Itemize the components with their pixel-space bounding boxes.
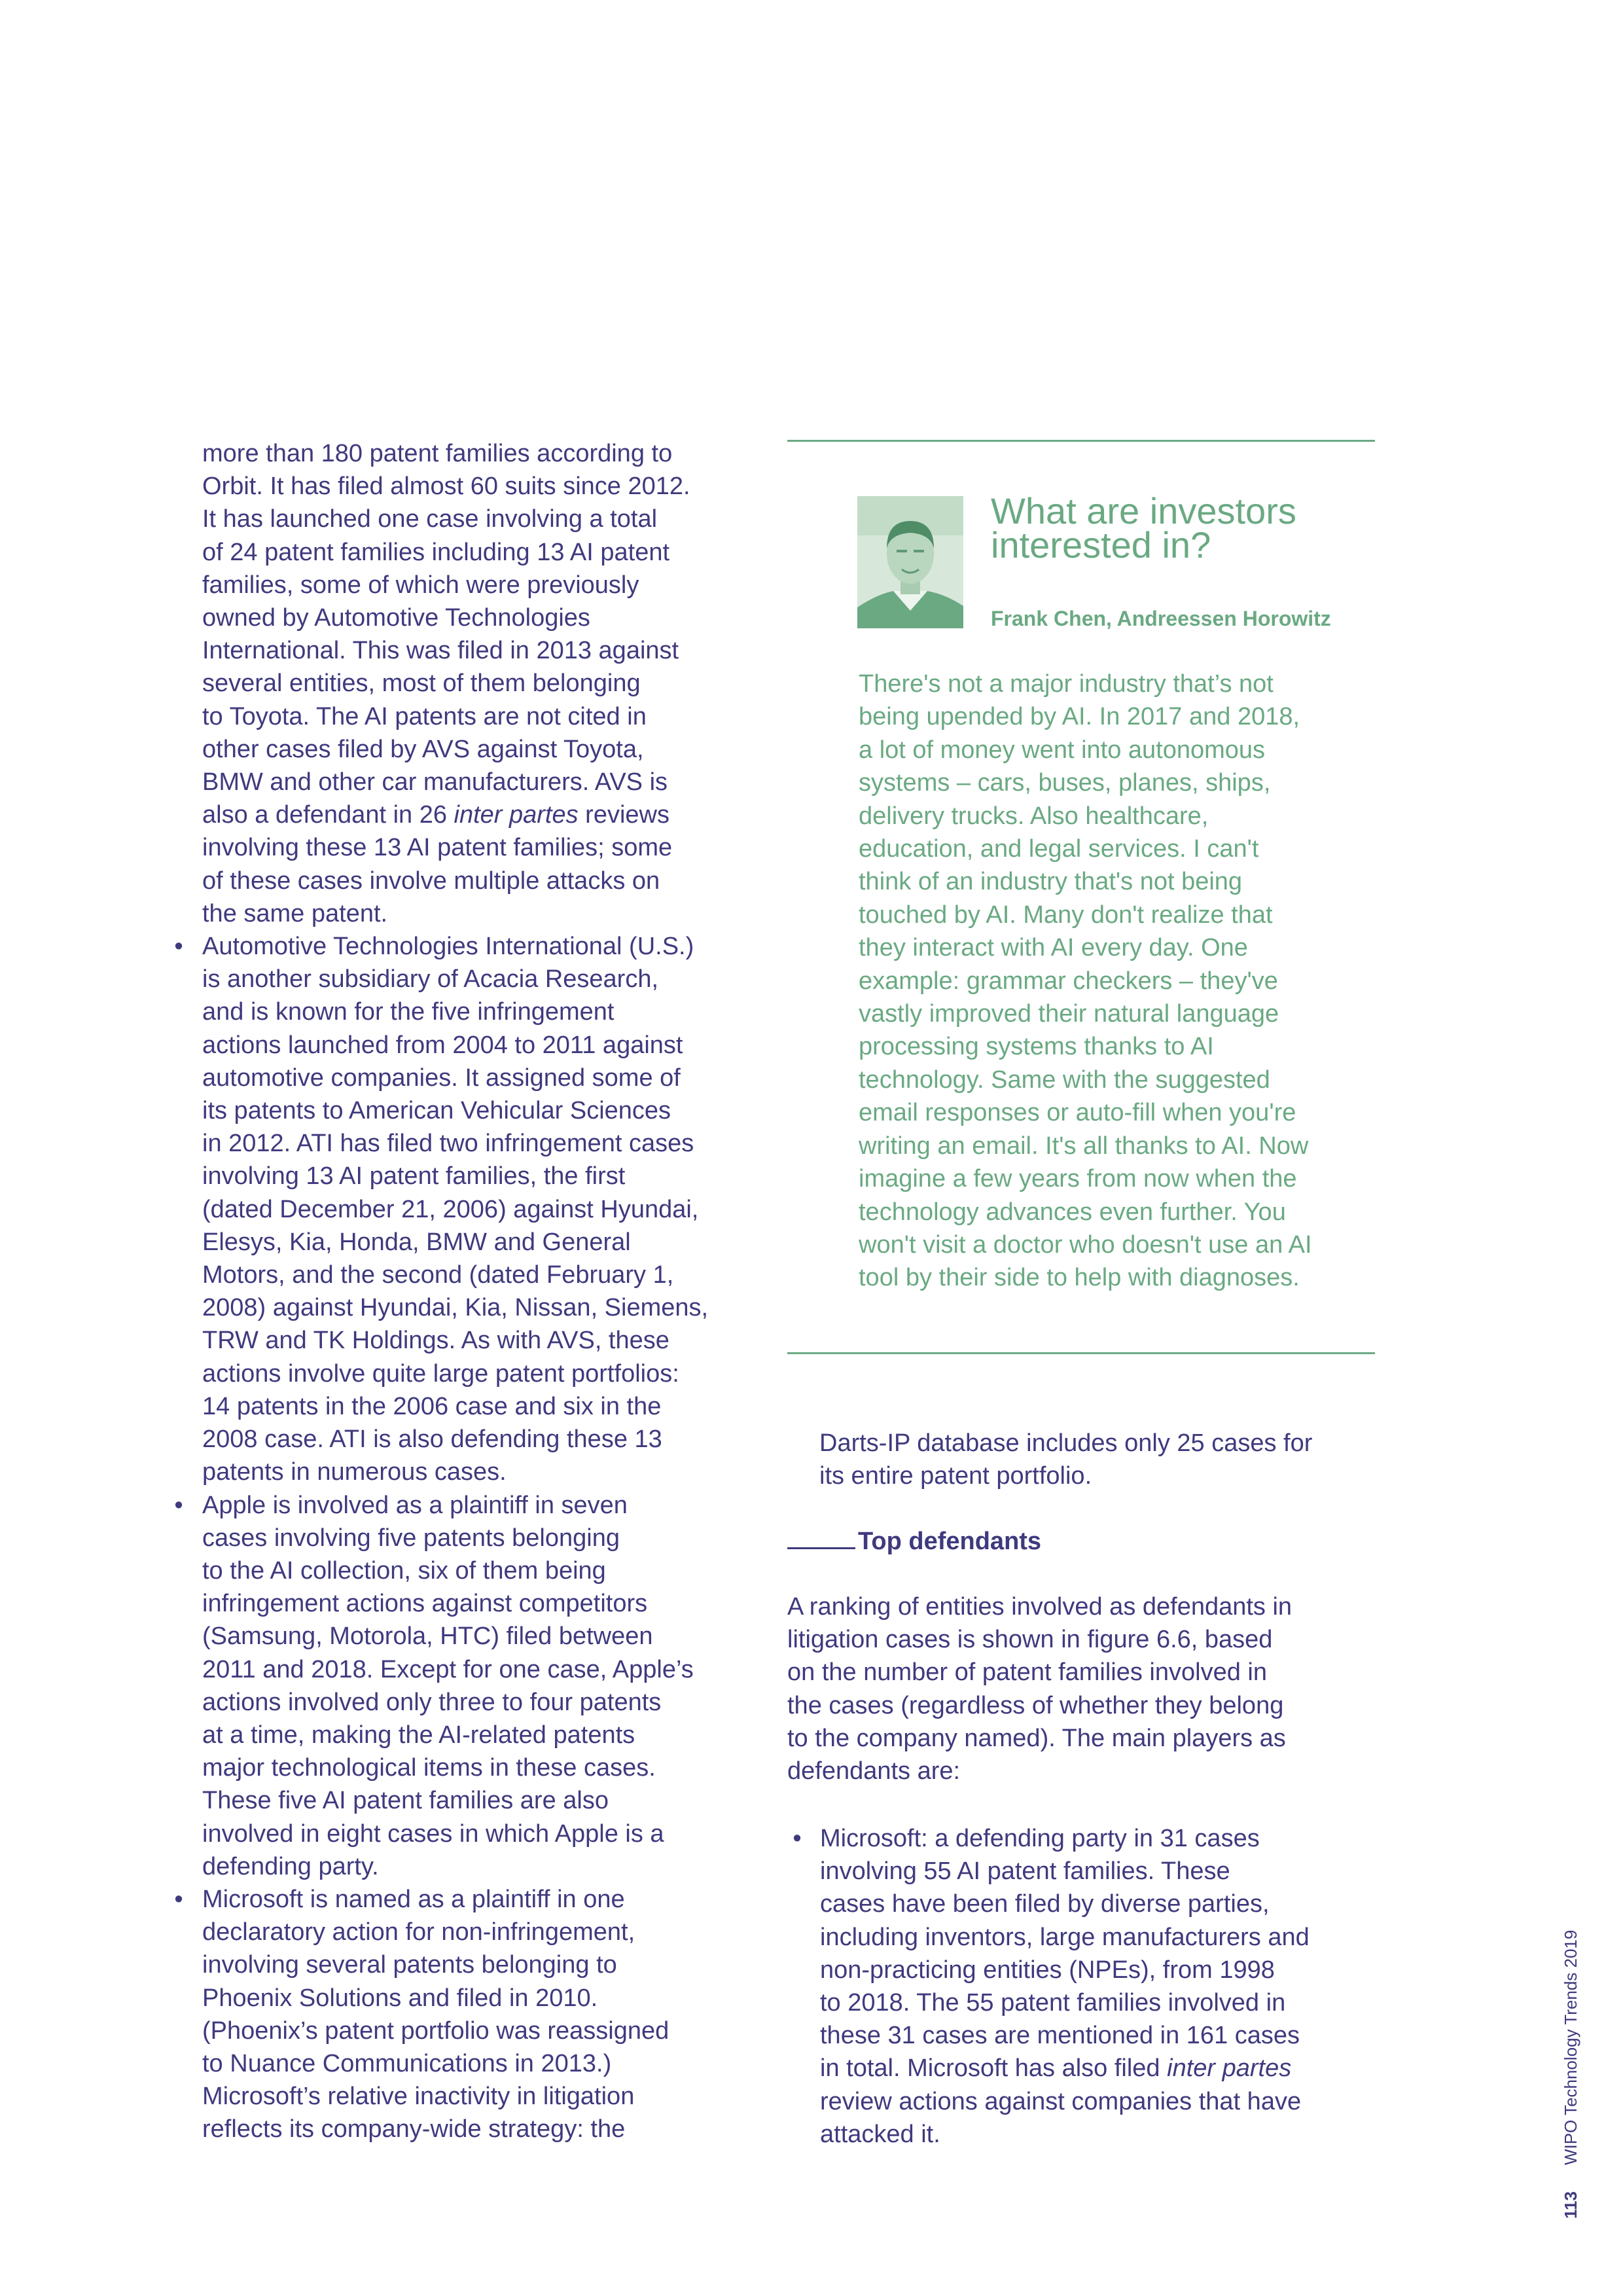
bullet-marker: • [793, 1825, 802, 1852]
publication-title: WIPO Technology Trends 2019 [1561, 1929, 1580, 2166]
intro-paragraph [202, 437, 769, 930]
text-line: TRW and TK Holdings. As with AVS, these [202, 1327, 669, 1355]
text-line [820, 2052, 1376, 2085]
text-line: Elesys, Kia, Honda, BMW and General [202, 1228, 631, 1256]
quote-line: technology advances even further. You [859, 1198, 1286, 1226]
continuation-paragraph [819, 1427, 1382, 1492]
bullet-marker: • [174, 1885, 183, 1913]
text-line: reflects its company-wide strategy: the [202, 2115, 626, 2144]
left-column [167, 437, 769, 2146]
text-line: involving 55 AI patent families. These [820, 1857, 1230, 1886]
text-line: defending party. [202, 1852, 379, 1880]
quote-line: email responses or auto-fill when you're [859, 1099, 1296, 1127]
text-line [202, 798, 769, 831]
text-line: involving these 13 AI patent families; some [202, 834, 673, 862]
text-line: actions involve quite large patent portfolios: [202, 1359, 679, 1388]
text-line: Phoenix Solutions and filed in 2010. [202, 1984, 598, 2012]
quote-line: they interact with AI every day. One [859, 934, 1248, 962]
text-line: These five AI patent families are also [202, 1787, 609, 1815]
quote-line: example: grammar checkers – they've [859, 967, 1278, 995]
author-photo [857, 496, 963, 628]
text-line: 2011 and 2018. Except for one case, Apple’s [202, 1655, 694, 1683]
text-line: of 24 patent families including 13 AI patent [202, 538, 670, 566]
text-line: Microsoft’s relative inactivity in litigation [202, 2083, 635, 2111]
text-line: the cases (regardless of whether they belong [787, 1691, 1284, 1719]
page-footer [1561, 1930, 1580, 2219]
bullet-list [787, 1822, 1376, 2151]
text-line: Automotive Technologies International (U.S.) [202, 933, 694, 961]
heading-rule [787, 1547, 855, 1549]
list-item [167, 1883, 769, 2146]
text-line: on the number of patent families involved in [787, 1659, 1267, 1687]
quote-line: There's not a major industry that’s not [859, 670, 1274, 698]
quote-line: education, and legal services. I can't [859, 835, 1259, 863]
quote-box-title [991, 490, 1357, 565]
text-line: families, some of which were previously [202, 571, 639, 599]
text-line: (dated December 21, 2006) against Hyundai, [202, 1195, 699, 1223]
text-line: declaratory action for non-infringement, [202, 1918, 635, 1946]
text-line: cases have been filed by diverse parties, [820, 1890, 1270, 1918]
list-item [787, 1822, 1376, 2151]
text-run: in total. Microsoft has also filed [820, 2054, 1168, 2083]
quote-line: touched by AI. Many don't realize that [859, 901, 1273, 929]
text-line: other cases filed by AVS against Toyota, [202, 735, 644, 763]
text-line: of these cases involve multiple attacks on [202, 867, 660, 895]
text-line: the same patent. [202, 899, 388, 927]
quote-box-bottom-rule [787, 1352, 1375, 1354]
text-line: Microsoft: a defending party in 31 cases [820, 1825, 1260, 1852]
text-line: Microsoft is named as a plaintiff in one [202, 1885, 625, 1913]
text-line: defendants are: [787, 1757, 961, 1785]
text-line: to the AI collection, six of them being [202, 1556, 606, 1585]
text-line: non-practicing entities (NPEs), from 1998 [820, 1956, 1275, 1984]
text-line: Orbit. It has filed almost 60 suits since 2012. [202, 473, 690, 501]
text-line: to Nuance Communications in 2013.) [202, 2049, 612, 2077]
text-line: to Toyota. The AI patents are not cited in [202, 702, 647, 730]
text-line: is another subsidiary of Acacia Research, [202, 965, 659, 994]
text-line: (Samsung, Motorola, HTC) filed between [202, 1623, 653, 1651]
text-line: more than 180 patent families according to [202, 440, 673, 467]
text-line: International. This was filed in 2013 against [202, 637, 679, 665]
text-line: 14 patents in the 2006 case and six in the [202, 1392, 662, 1420]
italic-term: inter partes [454, 801, 579, 829]
text-line: in 2012. ATI has filed two infringement cases [202, 1130, 694, 1158]
heading-text: Top defendants [858, 1528, 1042, 1555]
quote-line: imagine a few years from now when the [859, 1165, 1297, 1193]
text-line: its entire patent portfolio. [819, 1462, 1092, 1490]
text-run: reviews [578, 801, 669, 829]
text-line: litigation cases is shown in figure 6.6, based [787, 1626, 1273, 1654]
bullet-marker: • [174, 933, 183, 961]
text-line: (Phoenix’s patent portfolio was reassigned [202, 2017, 669, 2045]
text-line: It has launched one case involving a total [202, 505, 658, 533]
quote-box-top-rule [787, 440, 1375, 442]
text-line: Apple is involved as a plaintiff in seven [202, 1491, 628, 1519]
text-line: cases involving five patents belonging [202, 1524, 620, 1552]
quote-line: a lot of money went into autonomous [859, 736, 1266, 764]
text-line: A ranking of entities involved as defendants in [787, 1593, 1293, 1621]
portrait-image-icon [857, 496, 963, 628]
italic-term: inter partes [1167, 2054, 1292, 2083]
text-line: these 31 cases are mentioned in 161 cases [820, 2022, 1300, 2050]
text-line: at a time, making the AI-related patents [202, 1721, 635, 1749]
defendants-intro-paragraph [787, 1590, 1376, 1787]
quote-line: technology. Same with the suggested [859, 1066, 1270, 1094]
quote-text [859, 668, 1382, 1295]
text-line: attacked it. [820, 2120, 940, 2148]
text-line: actions launched from 2004 to 2011 against [202, 1031, 683, 1059]
text-line: including inventors, large manufacturers and [820, 1923, 1310, 1951]
quote-line: vastly improved their natural language [859, 1000, 1279, 1028]
text-line: actions involved only three to four patents [202, 1688, 662, 1716]
quote-line: tool by their side to help with diagnoses. [859, 1264, 1300, 1292]
quote-line: delivery trucks. Also healthcare, [859, 802, 1209, 830]
quote-line: think of an industry that's not being [859, 868, 1243, 896]
text-line: and is known for the five infringement [202, 998, 615, 1026]
quote-line: being upended by AI. In 2017 and 2018, [859, 703, 1300, 731]
list-item [167, 930, 769, 1488]
text-line: involved in eight cases in which Apple is a [202, 1820, 664, 1848]
quote-line: processing systems thanks to AI [859, 1033, 1214, 1061]
text-line: its patents to American Vehicular Sciences [202, 1097, 671, 1125]
list-item [167, 1489, 769, 1883]
text-line: Darts-IP database includes only 25 cases for [819, 1429, 1313, 1457]
text-line: patents in numerous cases. [202, 1458, 507, 1486]
text-line: 2008 case. ATI is also defending these 13 [202, 1426, 662, 1454]
quote-author: Frank Chen, Andreessen Horowitz [991, 607, 1331, 630]
text-line: to the company named). The main players as [787, 1724, 1286, 1752]
section-heading [787, 1525, 1041, 1558]
text-line: 2008) against Hyundai, Kia, Nissan, Siemens, [202, 1294, 709, 1322]
text-line: several entities, most of them belonging [202, 670, 641, 698]
text-line: involving several patents belonging to [202, 1951, 617, 1979]
text-line: major technological items in these cases. [202, 1754, 656, 1782]
defendants-bullet-list [787, 1822, 1376, 2151]
quote-line: systems – cars, buses, planes, ships, [859, 769, 1271, 797]
text-line: owned by Automotive Technologies [202, 604, 590, 632]
left-bullet-list [167, 930, 769, 2146]
text-line: Motors, and the second (dated February 1, [202, 1261, 674, 1289]
text-line: to 2018. The 55 patent families involved in [820, 1989, 1286, 2017]
text-line: infringement actions against competitors [202, 1590, 648, 1618]
title-line: interested in? [991, 524, 1211, 565]
text-line: involving 13 AI patent families, the first [202, 1162, 626, 1191]
bullet-marker: • [174, 1491, 183, 1519]
text-run: also a defendant in 26 [202, 801, 454, 829]
text-line: automotive companies. It assigned some of [202, 1064, 681, 1092]
text-line: review actions against companies that have [820, 2087, 1302, 2115]
quote-line: won't visit a doctor who doesn't use an AI [859, 1230, 1312, 1259]
text-line: BMW and other car manufacturers. AVS is [202, 768, 668, 797]
quote-line: writing an email. It's all thanks to AI. Now [859, 1132, 1309, 1160]
title-line: What are investors [991, 490, 1296, 531]
page-number: 113 [1561, 2191, 1580, 2219]
